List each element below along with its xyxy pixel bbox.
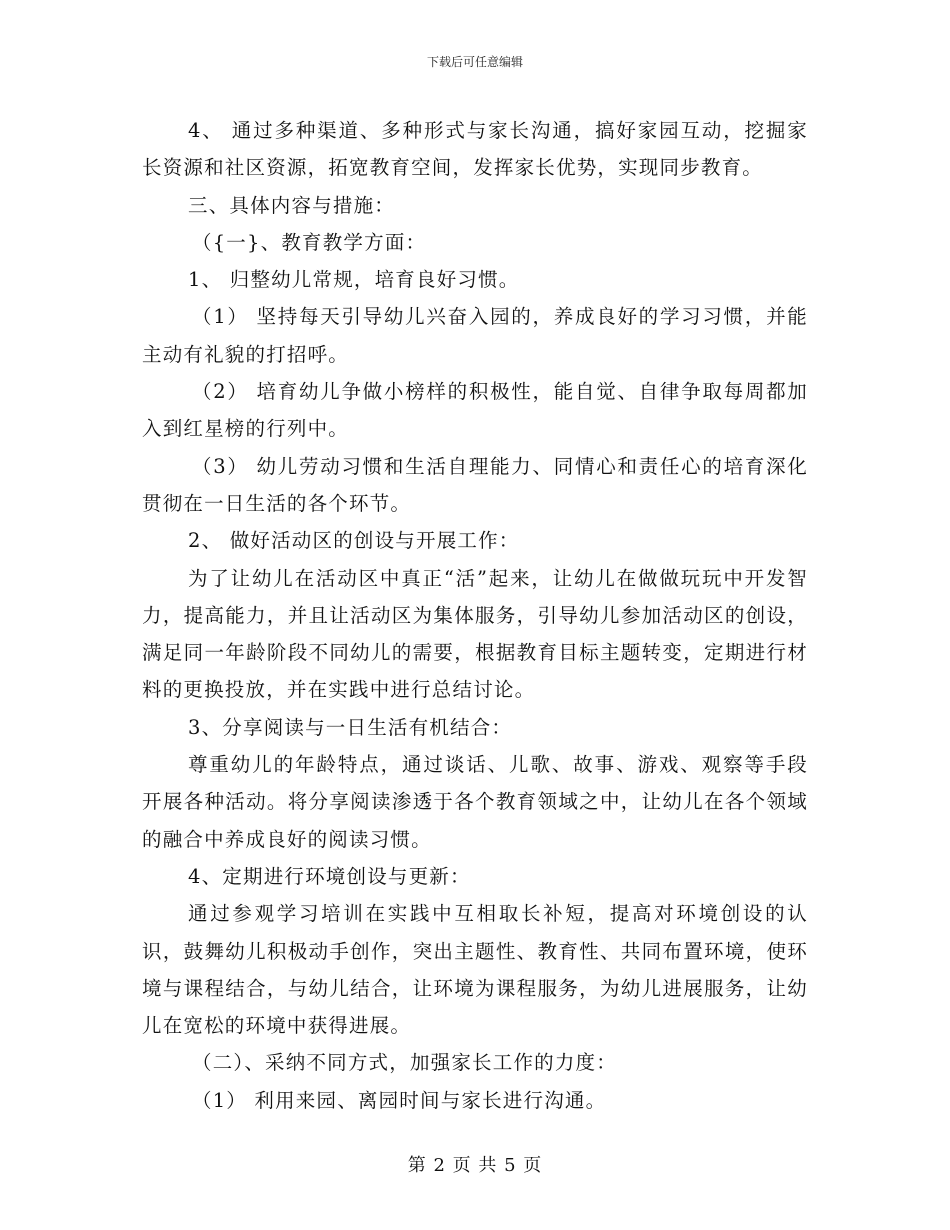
paragraph-activity-area: 为了让幼儿在活动区中真正“活”起来，让幼儿在做做玩玩中开发智力，提高能力，并且让活动区为集体服务，引导幼儿参加活动区的创设，满足同一年龄阶段不同幼儿的需要，根据教育目标主题转变，定期进行材料的更换投放，并在实践中进行总结讨论。 bbox=[142, 566, 808, 702]
paragraph-shared-reading: 尊重幼儿的年龄特点，通过谈话、儿歌、故事、游戏、观察等手段开展各种活动。将分享阅读渗透于各个教育领域之中，让幼儿在各个领域的融合中养成良好的阅读习惯。 bbox=[142, 753, 808, 851]
paragraph-sub-parent-1: （1） 利用来园、离园时间与家长进行沟通。 bbox=[192, 1088, 607, 1112]
document-body bbox=[142, 112, 808, 1119]
item-heading-4: 4、定期进行环境创设与更新： bbox=[188, 864, 471, 888]
paragraph-sub-1: （1） 坚持每天引导幼儿兴奋入园的，养成良好的学习习惯，并能主动有礼貌的打招呼。 bbox=[142, 305, 808, 366]
paragraph-sub-3: （3） 幼儿劳动习惯和生活自理能力、同情心和责任心的培育深化贯彻在一日生活的各个环节。 bbox=[142, 454, 808, 515]
paragraph-sub-2: （2） 培育幼儿争做小榜样的积极性，能自觉、自律争取每周都加入到红星榜的行列中。 bbox=[142, 380, 808, 441]
page-header-note: 下载后可任意编辑 bbox=[426, 55, 523, 69]
item-heading-2: 2、 做好活动区的创设与开展工作： bbox=[188, 529, 520, 553]
subsection-heading-1: （{一}、教育教学方面： bbox=[192, 230, 427, 254]
section-heading-3: 三、具体内容与措施： bbox=[188, 193, 396, 217]
subsection-heading-2: （二）、采纳不同方式，加强家长工作的力度： bbox=[192, 1051, 617, 1075]
item-heading-1: 1、 归整幼儿常规，培育良好习惯。 bbox=[188, 268, 520, 292]
page-number: 第 2 页 共 5 页 bbox=[407, 1155, 543, 1176]
paragraph-item-4-communication: 4、 通过多种渠道、多种形式与家长沟通，搞好家园互动，挖掘家长资源和社区资源，拓宽教育空间，发挥家长优势，实现同步教育。 bbox=[142, 119, 808, 180]
paragraph-environment: 通过参观学习培训在实践中互相取长补短，提高对环境创设的认识，鼓舞幼儿积极动手创作，突出主题性、教育性、共同布置环境，使环境与课程结合，与幼儿结合，让环境为课程服务，为幼儿进展服务，让幼儿在宽松的环境中获得进展。 bbox=[142, 902, 808, 1038]
item-heading-3: 3、分享阅读与一日生活有机结合： bbox=[188, 715, 513, 739]
